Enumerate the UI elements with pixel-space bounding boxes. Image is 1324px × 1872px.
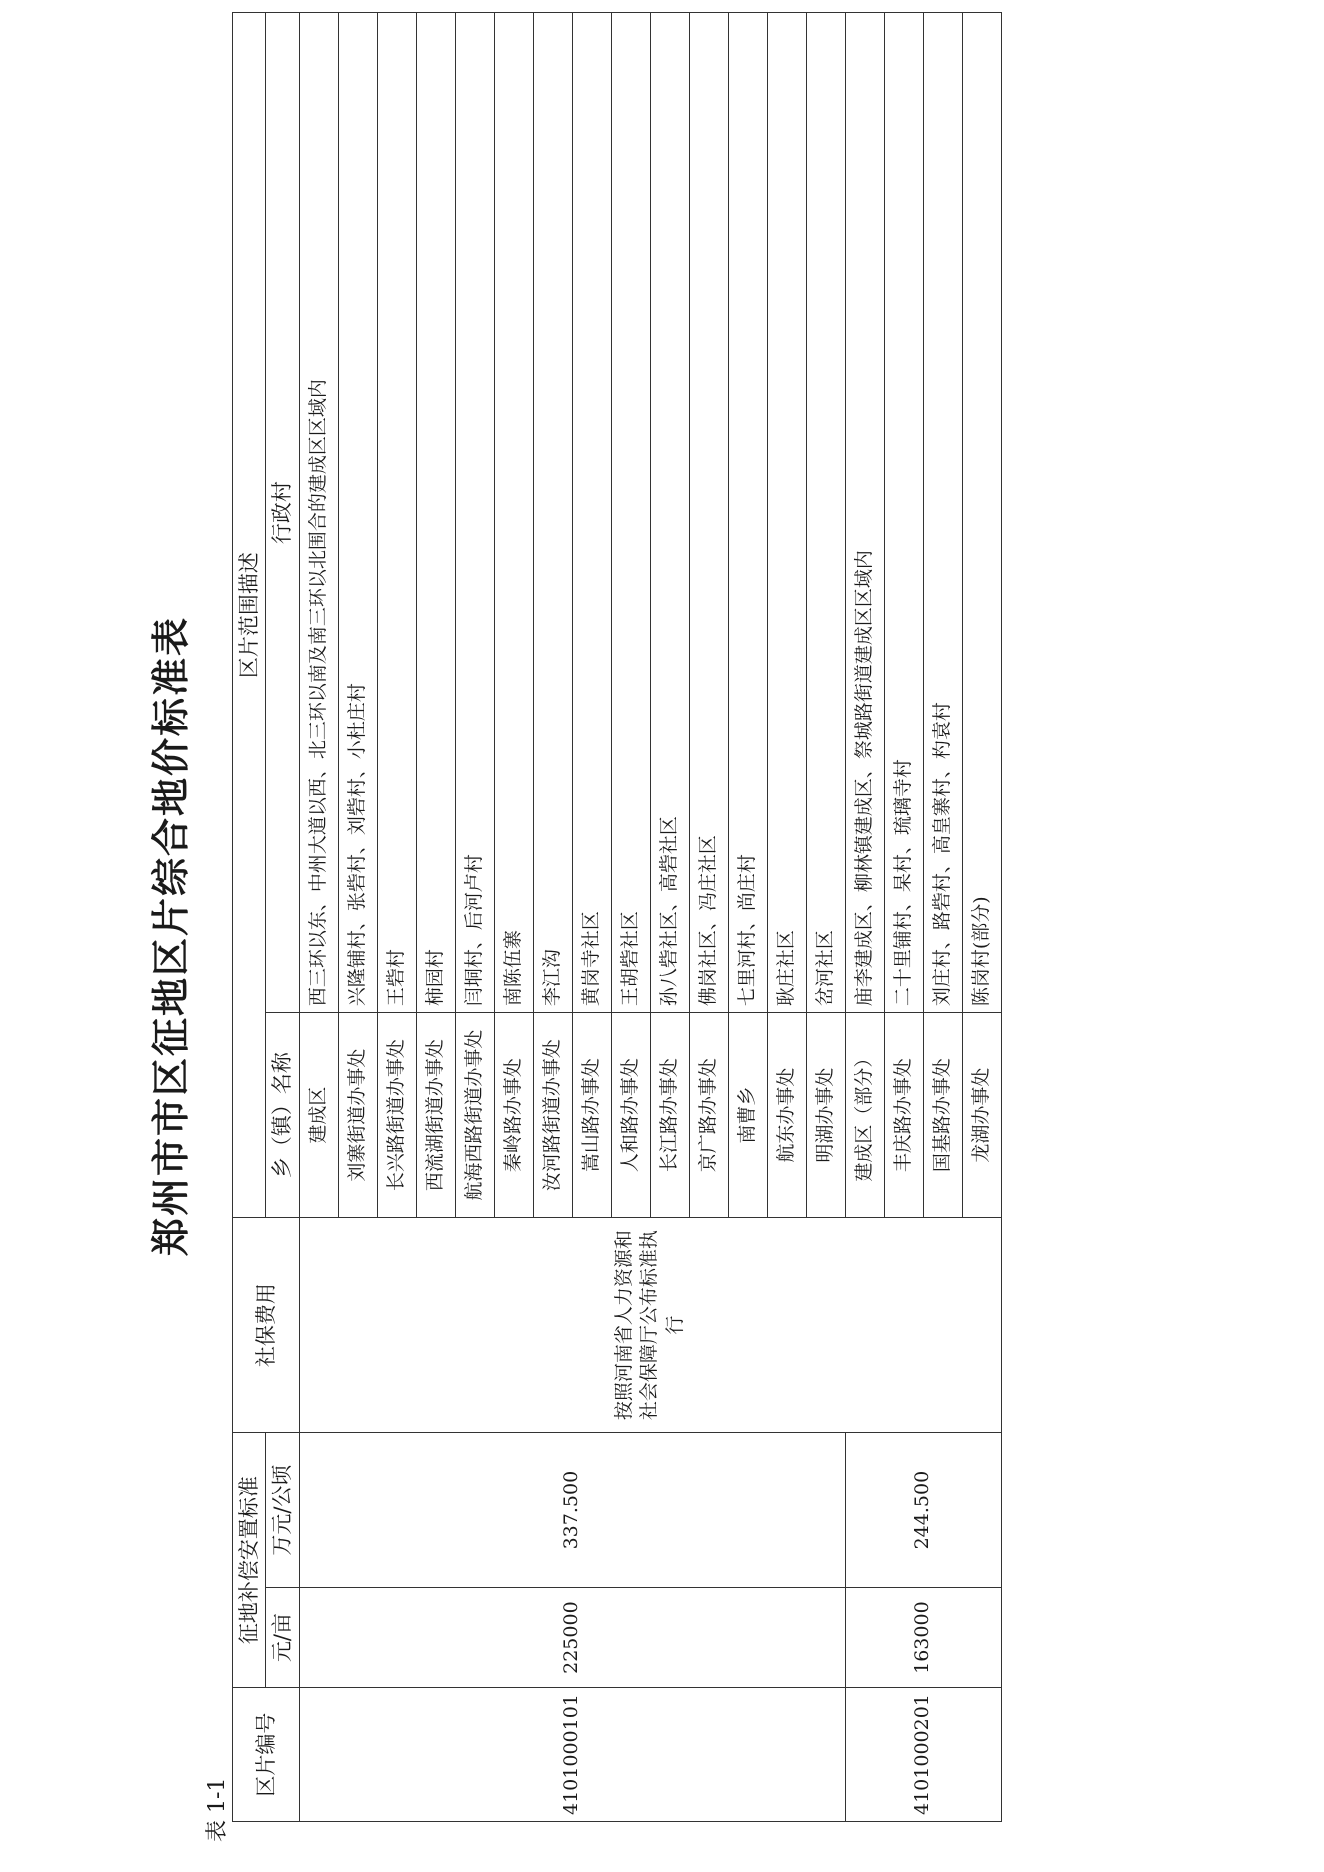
village-cell: 刘庄村、路砦村、高皇寨村、杓袁村	[923, 13, 962, 1013]
village-cell: 孙八砦社区、高砦社区	[650, 13, 689, 1013]
village-cell: 柿园村	[416, 13, 455, 1013]
header-scope: 区片范围描述	[233, 13, 266, 1218]
township-cell: 国基路办事处	[923, 1013, 962, 1218]
village-cell: 兴隆铺村、张砦村、刘砦村、小杜庄村	[338, 13, 377, 1013]
village-cell: 佛岗社区、冯庄社区	[689, 13, 728, 1013]
township-cell: 航海西路街道办事处	[455, 1013, 494, 1218]
village-cell: 耿庄社区	[767, 13, 806, 1013]
village-cell: 七里河村、尚庄村	[728, 13, 767, 1013]
village-cell: 庙李建成区、柳林镇建成区、祭城路街道建成区区域内	[845, 13, 884, 1013]
township-cell: 建成区	[299, 1013, 338, 1218]
township-cell: 嵩山路办事处	[572, 1013, 611, 1218]
township-cell: 人和路办事处	[611, 1013, 650, 1218]
township-cell: 长江路办事处	[650, 1013, 689, 1218]
township-cell: 丰庆路办事处	[884, 1013, 923, 1218]
wan-per-hectare-cell: 244.500	[845, 1433, 1001, 1588]
village-cell: 王砦村	[377, 13, 416, 1013]
township-cell: 长兴路街道办事处	[377, 1013, 416, 1218]
wan-per-hectare-cell: 337.500	[299, 1433, 845, 1588]
village-cell: 黄岗寺社区	[572, 13, 611, 1013]
township-cell: 南曹乡	[728, 1013, 767, 1218]
header-admin-village: 行政村	[266, 13, 299, 1013]
header-area-code: 区片编号	[233, 1688, 300, 1822]
table-row	[299, 13, 338, 1822]
header-row-1	[233, 13, 266, 1822]
page-title: 郑州市市区征地区片综合地价标准表	[149, 616, 193, 1257]
header-wan-per-hectare: 万元/公顷	[266, 1433, 299, 1588]
township-cell: 刘寨街道办事处	[338, 1013, 377, 1218]
header-yuan-per-mu: 元/亩	[266, 1588, 299, 1688]
village-cell: 西三环以东、中州大道以西、北三环以南及南三环以北围合的建成区区域内	[299, 13, 338, 1013]
header-township: 乡（镇）名称	[266, 1013, 299, 1218]
village-cell: 闫垌村、后河卢村	[455, 13, 494, 1013]
yuan-per-mu-cell: 163000	[845, 1588, 1001, 1688]
area-code-cell: 4101000101	[299, 1688, 845, 1822]
village-cell: 陈岗村(部分)	[962, 13, 1001, 1013]
village-cell: 李江沟	[533, 13, 572, 1013]
yuan-per-mu-cell: 225000	[299, 1588, 845, 1688]
land-price-table	[232, 12, 1002, 1822]
village-cell: 岔河社区	[806, 13, 845, 1013]
village-cell: 南陈伍寨	[494, 13, 533, 1013]
social-security-cell: 按照河南省人力资源和社会保障厅公布标准执行	[299, 1218, 1001, 1433]
village-cell: 王胡砦社区	[611, 13, 650, 1013]
township-cell: 汝河路街道办事处	[533, 1013, 572, 1218]
township-cell: 西流湖街道办事处	[416, 1013, 455, 1218]
township-cell: 秦岭路办事处	[494, 1013, 533, 1218]
village-cell: 二十里铺村、杲村、琉璃寺村	[884, 13, 923, 1013]
area-code-cell: 4101000201	[845, 1688, 1001, 1822]
township-cell: 航东办事处	[767, 1013, 806, 1218]
header-compensation: 征地补偿安置标准	[233, 1433, 266, 1688]
table-row	[845, 13, 884, 1822]
township-cell: 建成区（部分）	[845, 1013, 884, 1218]
header-row-2	[266, 13, 299, 1822]
header-social-security: 社保费用	[233, 1218, 300, 1433]
township-cell: 京广路办事处	[689, 1013, 728, 1218]
township-cell: 明湖办事处	[806, 1013, 845, 1218]
township-cell: 龙湖办事处	[962, 1013, 1001, 1218]
table-number: 表 1-1	[205, 1777, 230, 1842]
